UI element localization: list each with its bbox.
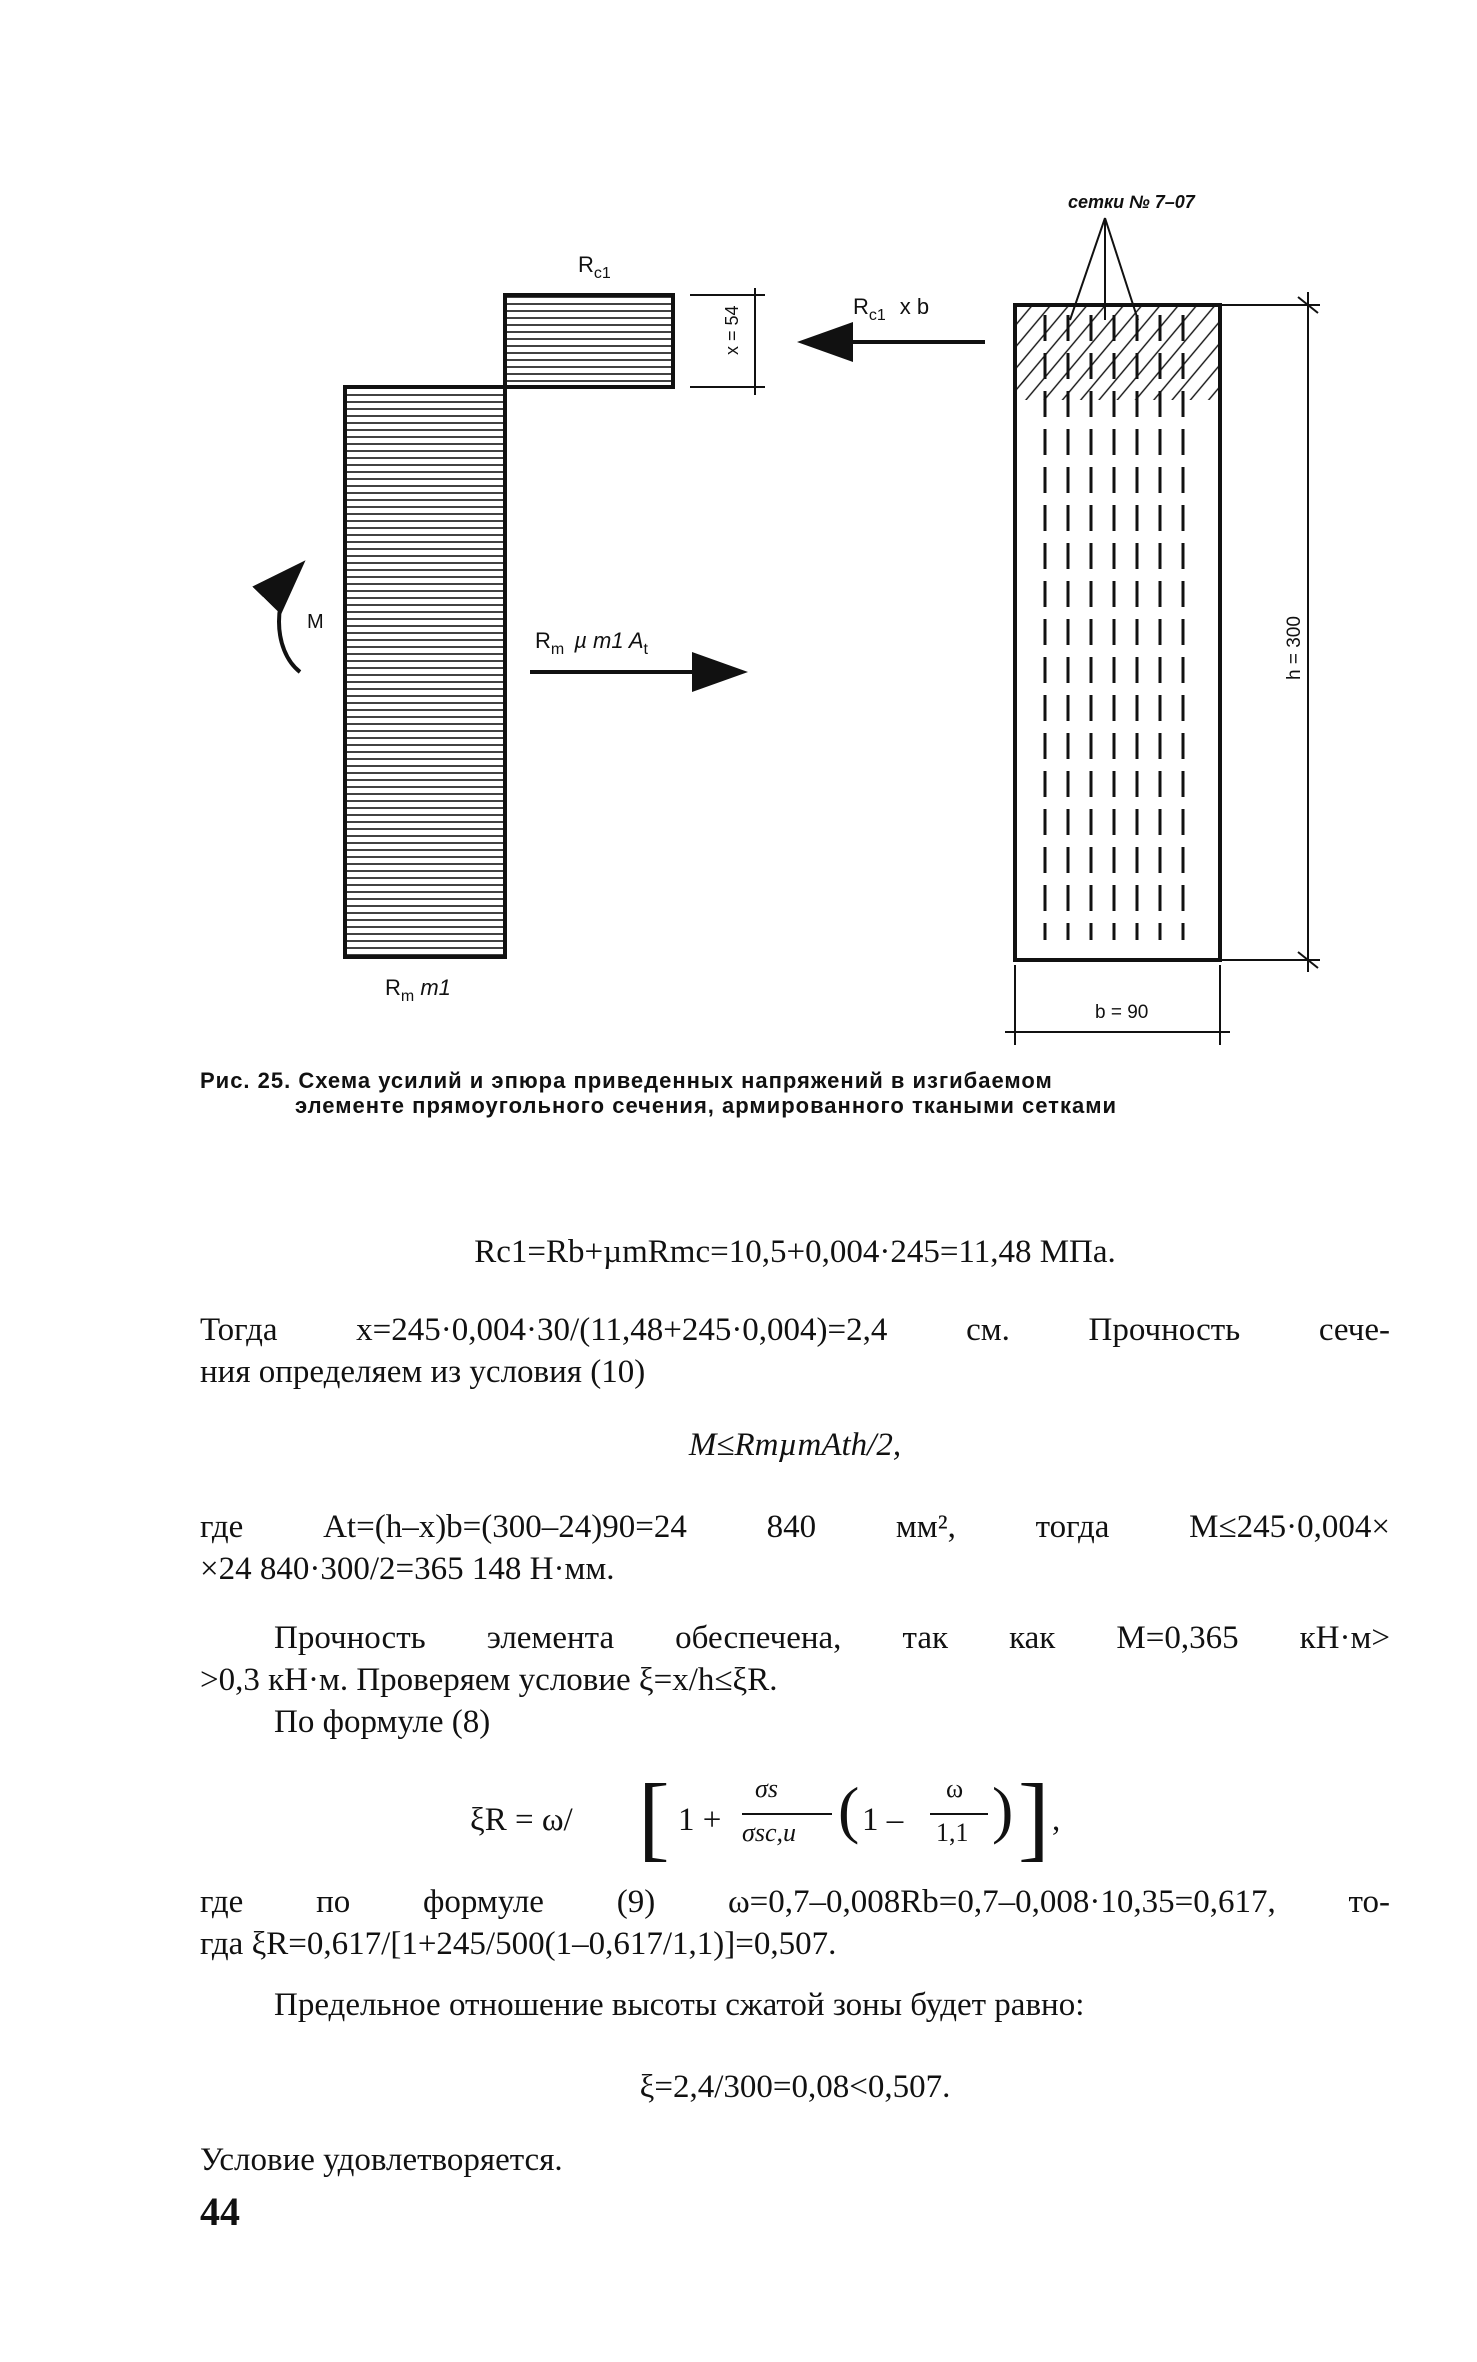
paragraph-3b: >0,3 кН·м. Проверяем условие ξ=x/h≤ξR. [200, 1662, 778, 1698]
formula-bracket-close: ] [1018, 1764, 1050, 1870]
arrow-rm-label: $R_m$ µ m1 $A_t$ [535, 628, 648, 658]
tension-block [345, 387, 505, 957]
formula-den-sigma-sc: σsc,u [742, 1818, 796, 1847]
formula-rc1: Rc1=Rb+µmRmc=10,5+0,004·245=11,48 МПа. [474, 1234, 1116, 1270]
paragraph-6: Предельное отношение высоты сжатой зоны будет равно: [274, 1987, 1085, 2023]
formula-xi-r-lhs: ξR = ω/ [470, 1802, 573, 1838]
paragraph-2b: ×24 840·300/2=365 148 Н·мм. [200, 1551, 615, 1587]
formula-paren-open: ( [838, 1774, 860, 1845]
moment-label: M [307, 611, 324, 633]
mesh-label: сетки № 7–07 [1068, 192, 1195, 212]
moment-arrow [279, 566, 300, 672]
formula-xi-r [470, 1764, 1170, 1880]
paragraph-4: По формуле (8) [274, 1704, 491, 1740]
dim-x-label: x = 54 [722, 305, 742, 355]
rc1-top-label: $R_{c1}$ [578, 252, 611, 282]
paragraph-7: Условие удовлетворяется. [200, 2142, 563, 2178]
stress-diagram-figure [0, 0, 1477, 1050]
fraction-bar-2 [930, 1813, 988, 1815]
formula-end: , [1052, 1802, 1061, 1838]
bottom-label: $R_m$ m1 [385, 975, 451, 1005]
paragraph-3: Прочность элемента обеспечена, так как M=0,365 кН·м> [274, 1620, 1390, 1656]
stress-epure [345, 295, 673, 957]
dim-b-label: b = 90 [1095, 1002, 1149, 1023]
formula-xi: ξ=2,4/300=0,08<0,507. [639, 2069, 951, 2105]
cross-section [1015, 305, 1220, 960]
paragraph-2: где At=(h–x)b=(300–24)90=24 840 мм², тогда M≤245·0,004× [200, 1509, 1390, 1545]
dimension-h [1220, 292, 1320, 972]
dim-h-label: h = 300 [1284, 616, 1305, 680]
formula-strength: M≤RmµmAth/2, [688, 1427, 902, 1463]
formula-inner: 1 – [862, 1802, 904, 1838]
formula-den-11: 1,1 [936, 1818, 969, 1847]
formula-bracket-open: [ [638, 1764, 670, 1870]
formula-num-omega: ω [946, 1774, 964, 1803]
figure-caption [200, 1068, 1400, 1118]
paragraph-1: Тогда x=245·0,004·30/(11,48+245·0,004)=2,4 см. Прочность сече- [200, 1312, 1390, 1348]
paragraph-5: где по формуле (9) ω=0,7–0,008Rb=0,7–0,008·10,35=0,617, то- [200, 1884, 1390, 1920]
paragraph-1b: ния определяем из условия (10) [200, 1354, 646, 1390]
arrow-rc1-label: $R_{c1}$ x b [853, 294, 930, 324]
formula-num-sigma-s: σs [755, 1774, 778, 1803]
formula-xi-r-one: 1 + [678, 1802, 722, 1838]
page-number: 44 [200, 2189, 240, 2234]
paragraph-5b: гда ξR=0,617/[1+245/500(1–0,617/1,1)]=0,507. [200, 1926, 837, 1962]
fraction-bar-1 [742, 1813, 832, 1815]
caption-line-1: Рис. 25. Схема усилий и эпюра приведенных напряжений в изгибаемом [200, 1068, 1053, 1093]
formula-paren-close: ) [992, 1774, 1014, 1845]
caption-line-2: элементе прямоугольного сечения, армированного ткаными сетками [295, 1093, 1117, 1118]
compression-block [505, 295, 673, 387]
